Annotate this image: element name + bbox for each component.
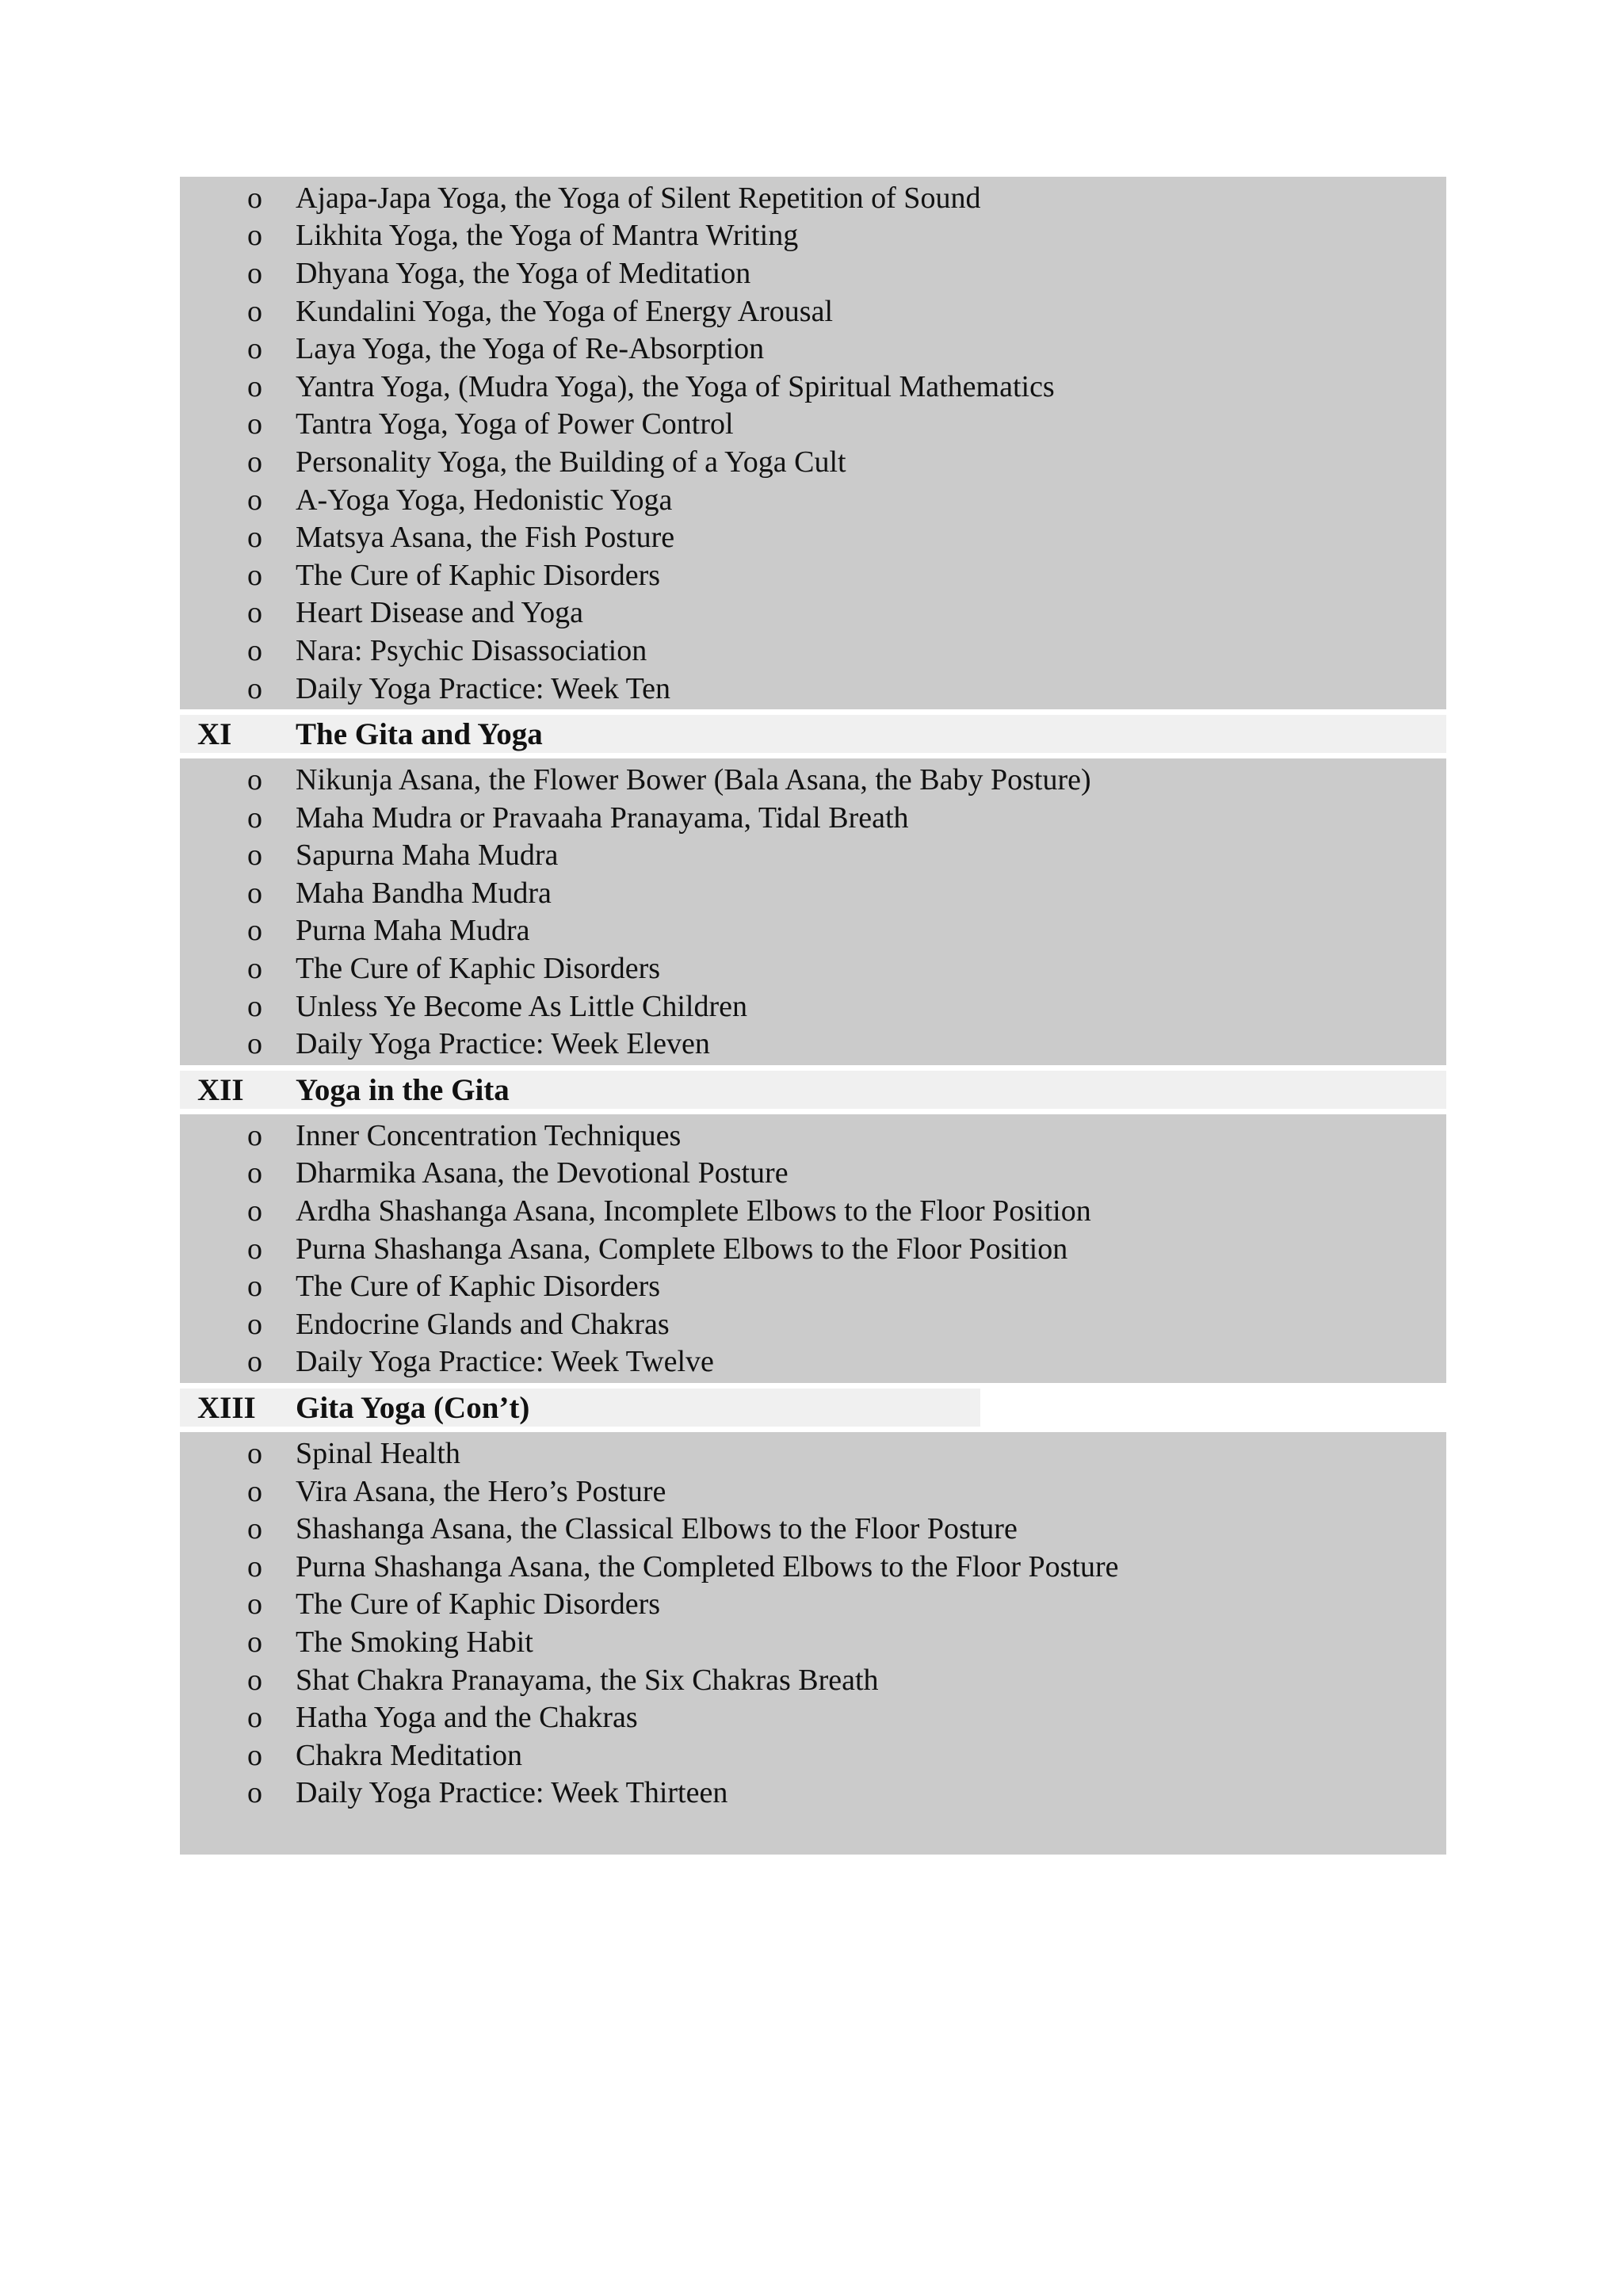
list-item	[180, 1586, 1446, 1624]
list-item	[180, 1775, 1446, 1813]
circle-bullet-icon: o	[247, 558, 262, 592]
list-item	[180, 443, 1446, 481]
list-item	[180, 1025, 1446, 1063]
list-item	[180, 761, 1446, 799]
list-item-text: Endocrine Glands and Chakras	[296, 1307, 670, 1341]
list-item	[180, 799, 1446, 837]
circle-bullet-icon: o	[247, 369, 262, 403]
circle-bullet-icon: o	[247, 483, 262, 517]
list-item-text: Nara: Psychic Disassociation	[296, 633, 647, 667]
section-header	[180, 1071, 1446, 1109]
list-item	[180, 1305, 1446, 1343]
list-item-text: The Cure of Kaphic Disorders	[296, 952, 661, 986]
list-item-text: Shat Chakra Pranayama, the Six Chakras Breath	[296, 1663, 879, 1697]
list-item-text: Maha Bandha Mudra	[296, 876, 552, 910]
list-item-text: Dharmika Asana, the Devotional Posture	[296, 1156, 789, 1190]
list-item-text: Purna Shashanga Asana, Complete Elbows to the Floor Position	[296, 1232, 1068, 1266]
circle-bullet-icon: o	[247, 952, 262, 986]
list-item	[180, 368, 1446, 406]
section-topic-list	[180, 1432, 1446, 1855]
list-item	[180, 481, 1446, 519]
circle-bullet-icon: o	[247, 1194, 262, 1228]
circle-bullet-icon: o	[247, 445, 262, 479]
circle-bullet-icon: o	[247, 219, 262, 253]
list-item	[180, 179, 1446, 217]
list-item	[180, 1698, 1446, 1736]
circle-bullet-icon: o	[247, 763, 262, 797]
section-header	[180, 715, 1446, 753]
list-item-text: The Cure of Kaphic Disorders	[296, 1587, 661, 1622]
circle-bullet-icon: o	[247, 839, 262, 873]
circle-bullet-icon: o	[247, 1345, 262, 1379]
list-item	[180, 556, 1446, 594]
circle-bullet-icon: o	[247, 1027, 262, 1061]
list-item-text: Chakra Meditation	[296, 1738, 522, 1772]
list-item	[180, 1155, 1446, 1193]
list-item	[180, 217, 1446, 255]
list-item-text: Ajapa-Japa Yoga, the Yoga of Silent Repetition of Sound	[296, 181, 981, 215]
section-numeral: XI	[197, 716, 232, 751]
circle-bullet-icon: o	[247, 876, 262, 910]
section-numeral: XIII	[197, 1390, 256, 1425]
section-title: Gita Yoga (Con’t)	[296, 1390, 530, 1425]
list-item-text: Likhita Yoga, the Yoga of Mantra Writing	[296, 219, 799, 253]
list-item	[180, 292, 1446, 330]
list-item-text: Heart Disease and Yoga	[296, 596, 584, 630]
list-item	[180, 1736, 1446, 1775]
list-item	[180, 1343, 1446, 1381]
circle-bullet-icon: o	[247, 1232, 262, 1266]
circle-bullet-icon: o	[247, 294, 262, 328]
list-item-text: Matsya Asana, the Fish Posture	[296, 521, 675, 555]
circle-bullet-icon: o	[247, 1738, 262, 1772]
list-item-text: Daily Yoga Practice: Week Eleven	[296, 1027, 710, 1061]
section-topic-list	[180, 1114, 1446, 1383]
list-item-text: The Cure of Kaphic Disorders	[296, 558, 661, 592]
circle-bullet-icon: o	[247, 633, 262, 667]
circle-bullet-icon: o	[247, 1663, 262, 1697]
course-outline	[180, 177, 1446, 1855]
list-item	[180, 1623, 1446, 1661]
list-item-text: Sapurna Maha Mudra	[296, 839, 559, 873]
section-title: Yoga in the Gita	[296, 1072, 510, 1107]
section-numeral: XII	[197, 1072, 244, 1107]
list-item	[180, 254, 1446, 292]
list-item-text: Maha Mudra or Pravaaha Pranayama, Tidal Breath	[296, 800, 909, 835]
circle-bullet-icon: o	[247, 989, 262, 1023]
circle-bullet-icon: o	[247, 1512, 262, 1546]
circle-bullet-icon: o	[247, 407, 262, 441]
list-item-text: The Cure of Kaphic Disorders	[296, 1270, 661, 1304]
list-item-text: Tantra Yoga, Yoga of Power Control	[296, 407, 734, 441]
circle-bullet-icon: o	[247, 1587, 262, 1622]
circle-bullet-icon: o	[247, 332, 262, 366]
list-item	[180, 837, 1446, 875]
circle-bullet-icon: o	[247, 1118, 262, 1152]
circle-bullet-icon: o	[247, 181, 262, 215]
list-item-text: Yantra Yoga, (Mudra Yoga), the Yoga of Spiritual Mathematics	[296, 369, 1055, 403]
list-item	[180, 1473, 1446, 1511]
list-item	[180, 518, 1446, 556]
list-item	[180, 1267, 1446, 1305]
list-item	[180, 1435, 1446, 1473]
list-item-text: Nikunja Asana, the Flower Bower (Bala Asana, the Baby Posture)	[296, 763, 1091, 797]
circle-bullet-icon: o	[247, 914, 262, 948]
list-item	[180, 988, 1446, 1026]
section-topic-list	[180, 177, 1446, 709]
list-item	[180, 1192, 1446, 1230]
list-item-text: Ardha Shashanga Asana, Incomplete Elbows to the Floor Position	[296, 1194, 1091, 1228]
list-item	[180, 632, 1446, 670]
circle-bullet-icon: o	[247, 521, 262, 555]
list-item-text: A-Yoga Yoga, Hedonistic Yoga	[296, 483, 673, 517]
circle-bullet-icon: o	[247, 1776, 262, 1810]
list-item-text: Purna Shashanga Asana, the Completed Elbows to the Floor Posture	[296, 1549, 1119, 1584]
list-item	[180, 330, 1446, 368]
list-item-text: Shashanga Asana, the Classical Elbows to the Floor Posture	[296, 1512, 1018, 1546]
list-item-text: Hatha Yoga and the Chakras	[296, 1701, 638, 1735]
list-item	[180, 1661, 1446, 1699]
list-item-text: Laya Yoga, the Yoga of Re-Absorption	[296, 332, 765, 366]
list-item	[180, 912, 1446, 950]
list-item-text: Vira Asana, the Hero’s Posture	[296, 1474, 666, 1508]
list-item	[180, 406, 1446, 444]
list-item-text: Dhyana Yoga, the Yoga of Meditation	[296, 256, 751, 290]
list-item	[180, 949, 1446, 988]
list-item-text: Daily Yoga Practice: Week Ten	[296, 671, 671, 705]
section-title: The Gita and Yoga	[296, 716, 543, 751]
list-item-text: Unless Ye Become As Little Children	[296, 989, 747, 1023]
list-item-text: Kundalini Yoga, the Yoga of Energy Arousal	[296, 294, 834, 328]
circle-bullet-icon: o	[247, 1625, 262, 1659]
list-item-text: The Smoking Habit	[296, 1625, 533, 1659]
circle-bullet-icon: o	[247, 1156, 262, 1190]
list-item-text: Daily Yoga Practice: Week Thirteen	[296, 1776, 728, 1810]
circle-bullet-icon: o	[247, 671, 262, 705]
list-item-text: Daily Yoga Practice: Week Twelve	[296, 1345, 714, 1379]
circle-bullet-icon: o	[247, 1549, 262, 1584]
circle-bullet-icon: o	[247, 800, 262, 835]
list-item	[180, 670, 1446, 708]
list-item	[180, 874, 1446, 912]
circle-bullet-icon: o	[247, 1701, 262, 1735]
list-item	[180, 1117, 1446, 1155]
list-item-text: Inner Concentration Techniques	[296, 1118, 682, 1152]
section-header	[180, 1389, 980, 1427]
circle-bullet-icon: o	[247, 1270, 262, 1304]
circle-bullet-icon: o	[247, 1437, 262, 1471]
list-item-text: Spinal Health	[296, 1437, 460, 1471]
circle-bullet-icon: o	[247, 1474, 262, 1508]
list-item	[180, 1510, 1446, 1548]
list-item-text: Personality Yoga, the Building of a Yoga Cult	[296, 445, 846, 479]
circle-bullet-icon: o	[247, 1307, 262, 1341]
circle-bullet-icon: o	[247, 256, 262, 290]
list-item	[180, 594, 1446, 632]
list-item	[180, 1548, 1446, 1586]
section-topic-list	[180, 758, 1446, 1065]
list-item-text: Purna Maha Mudra	[296, 914, 530, 948]
circle-bullet-icon: o	[247, 596, 262, 630]
list-item	[180, 1230, 1446, 1268]
